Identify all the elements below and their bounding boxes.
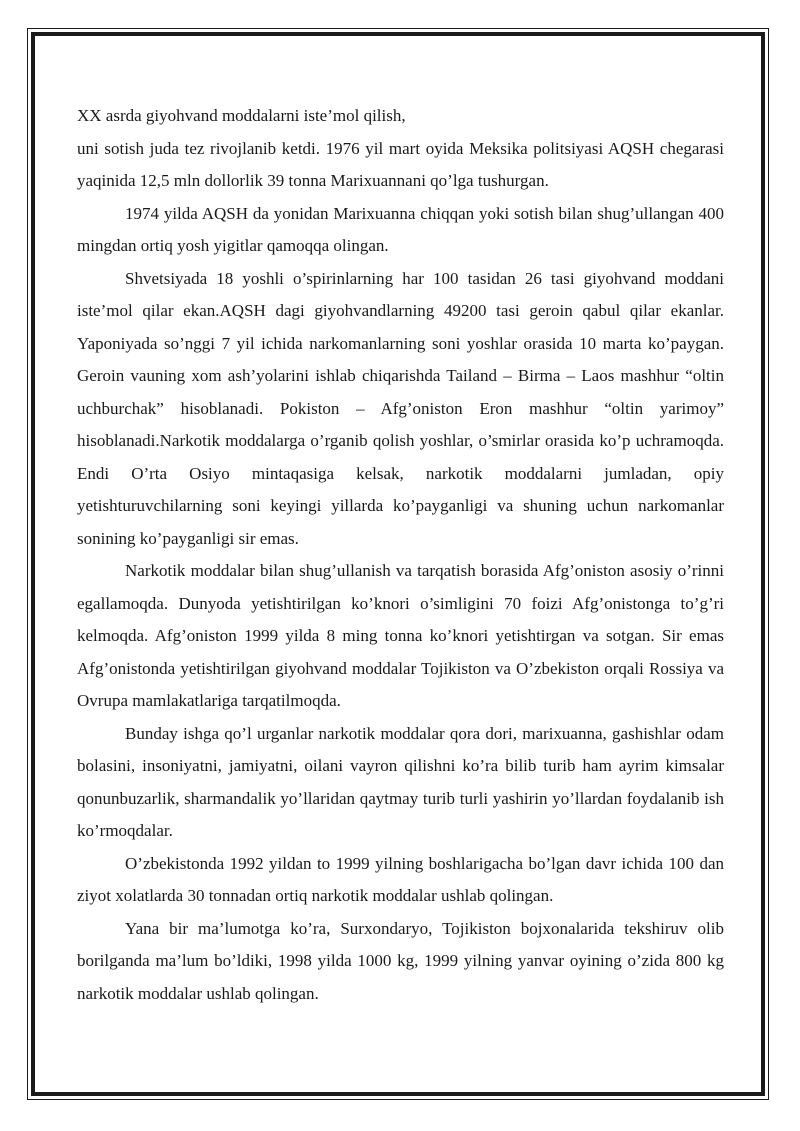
- paragraph-6: O’zbekistonda 1992 yildan to 1999 yilning boshlarigacha bo’lgan davr ichida 100 dan ziyot xolatlarda 30 tonnadan ortiq narkotik moddalar ushlab qolingan.: [77, 853, 724, 905]
- paragraph-1: uni sotish juda tez rivojlanib ketdi. 1976 yil mart oyida Meksika politsiyasi AQSH chegarasi yaqinida 12,5 mln dollorlik 39 tonna Marixuannani qo’lga tushurgan.: [77, 138, 724, 190]
- paragraph-5: Bunday ishga qo’l urganlar narkotik moddalar qora dori, marixuanna, gashishlar odam bolasini, insoniyatni, jamiyatni, oilani vayron qilishni ko’ra bilib turib ham ayrim kimsalar qonunbuzarlik, sharmandalik yo’llaridan qaytmay turib turli yashirin yo’llardan foydalanib ish ko’rmoqdalar.: [77, 723, 724, 840]
- heading-line: XX asrda giyohvand moddalarni iste’mol qilish,: [77, 106, 406, 125]
- document-body: [77, 100, 724, 1010]
- paragraph-4: Narkotik moddalar bilan shug’ullanish va tarqatish borasida Afg’oniston asosiy o’rinni egallamoqda. Dunyoda yetishtirilgan ko’knori o’simligini 70 foizi Afg’onistonga to’g’ri kelmoqda. Afg’oniston 1999 yilda 8 ming tonna ko’knori yetishtirgan va sotgan. Sir emas Afg’onistonda yetishtirilgan giyohvand moddalar Tojikiston va O’zbekiston orqali Rossiya va Ovrupa mamlakatlariga tarqatilmoqda.: [77, 561, 724, 710]
- paragraph-2: 1974 yilda AQSH da yonidan Marixuanna chiqqan yoki sotish bilan shug’ullangan 400 mingdan ortiq yosh yigitlar qamoqqa olingan.: [77, 203, 724, 255]
- paragraph-7: Yana bir ma’lumotga ko’ra, Surxondaryo, Tojikiston bojxonalarida tekshiruv olib borilganda ma’lum bo’ldiki, 1998 yilda 1000 kg, 1999 yilning yanvar oyining o’zida 800 kg narkotik moddalar ushlab qolingan.: [77, 918, 724, 1003]
- paragraph-3: Shvetsiyada 18 yoshli o’spirinlarning har 100 tasidan 26 tasi giyohvand moddani iste’mol qilar ekan.AQSH dagi giyohvandlarning 49200 tasi geroin qabul qilar ekanlar. Yaponiyada so’nggi 7 yil ichida narkomanlarning soni yoshlar orasida 10 marta ko’paygan. Geroin vauning xom ash’yolarini ishlab chiqarishda Tailand – Birma – Laos mashhur “oltin uchburchak” hisoblanadi. Pokiston – Afg’oniston Eron mashhur “oltin yarimoy” hisoblanadi.Narkotik moddalarga o’rganib qolish yoshlar, o’smirlar orasida ko’p uchramoqda. Endi O’rta Osiyo mintaqasiga kelsak, narkotik moddalarni jumladan, opiy yetishturuvchilarning soni keyingi yillarda ko’payganligi va shuning uchun narkomanlar sonining ko’payganligi sir emas.: [77, 268, 724, 548]
